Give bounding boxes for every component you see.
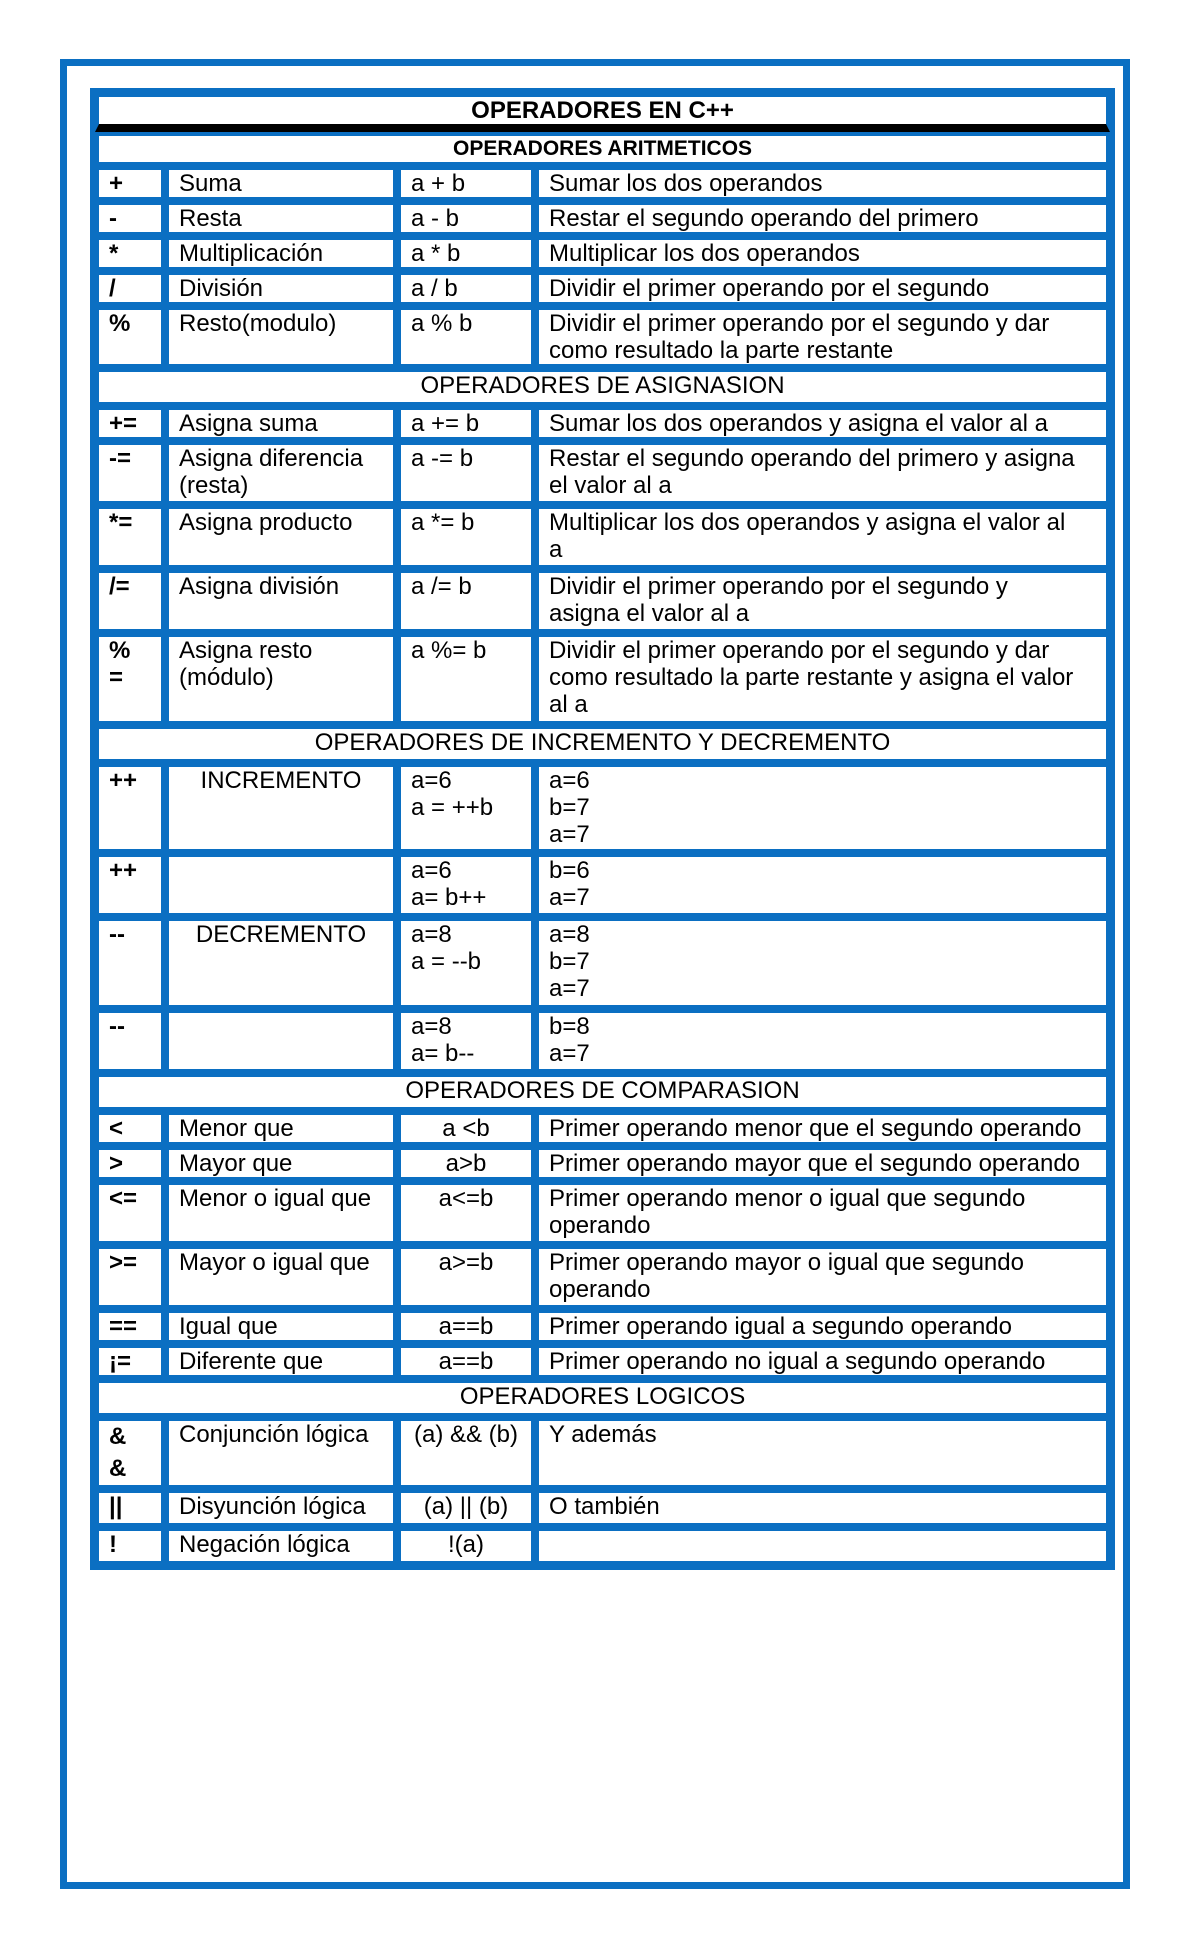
operator-description — [535, 1527, 1110, 1565]
operators-table — [90, 88, 1115, 1570]
operator-example: (a) && (b) — [397, 1417, 535, 1489]
operator-symbol: -- — [95, 1009, 165, 1073]
operator-symbol: -= — [95, 441, 165, 505]
table-row — [95, 1146, 1110, 1181]
operator-symbol: *= — [95, 505, 165, 569]
operator-description: Dividir el primer operando por el segundo y dar como resultado la parte restante — [535, 306, 1110, 368]
operator-description: Primer operando no igual a segundo operando — [535, 1344, 1110, 1379]
operator-example: a / b — [397, 271, 535, 306]
table-row — [95, 166, 1110, 201]
table-row — [95, 1181, 1110, 1245]
operator-name: Menor que — [165, 1111, 397, 1146]
title-row — [95, 93, 1110, 132]
operator-name — [165, 853, 397, 917]
operator-description: b=6 a=7 — [535, 853, 1110, 917]
operator-example: !(a) — [397, 1527, 535, 1565]
operator-name: DECREMENTO — [165, 917, 397, 1009]
operator-symbol: ++ — [95, 763, 165, 853]
operator-name — [165, 1009, 397, 1073]
operator-symbol: ¡= — [95, 1344, 165, 1379]
table-row — [95, 1527, 1110, 1565]
operator-name: Suma — [165, 166, 397, 201]
operator-description: Restar el segundo operando del primero y asigna el valor al a — [535, 441, 1110, 505]
table-row — [95, 1009, 1110, 1073]
operator-description: Primer operando menor que el segundo operando — [535, 1111, 1110, 1146]
operator-example: a=8 a= b-- — [397, 1009, 535, 1073]
operator-symbol: & & — [95, 1417, 165, 1489]
operator-symbol: % = — [95, 633, 165, 725]
operator-symbol: <= — [95, 1181, 165, 1245]
operator-description: Primer operando mayor que el segundo operando — [535, 1146, 1110, 1181]
section-heading-asignasion: OPERADORES DE ASIGNASION — [95, 368, 1110, 406]
operator-example: a %= b — [397, 633, 535, 725]
table-row — [95, 1344, 1110, 1379]
operator-example: (a) || (b) — [397, 1489, 535, 1527]
operator-description: Dividir el primer operando por el segundo — [535, 271, 1110, 306]
operator-name: Menor o igual que — [165, 1181, 397, 1245]
operator-name: Asigna suma — [165, 406, 397, 441]
operator-symbol: + — [95, 166, 165, 201]
operator-name: Asigna resto (módulo) — [165, 633, 397, 725]
operator-name: INCREMENTO — [165, 763, 397, 853]
operator-name: Igual que — [165, 1309, 397, 1344]
section-header-row — [95, 1379, 1110, 1417]
operator-symbol: ! — [95, 1527, 165, 1565]
operator-name: Asigna división — [165, 569, 397, 633]
operator-description: Dividir el primer operando por el segundo y asigna el valor al a — [535, 569, 1110, 633]
operator-symbol: += — [95, 406, 165, 441]
section-header-row — [95, 132, 1110, 166]
operator-name: Mayor que — [165, 1146, 397, 1181]
operator-name: Resta — [165, 201, 397, 236]
table-row — [95, 633, 1110, 725]
section-header-row — [95, 1073, 1110, 1111]
operator-name: Disyunción lógica — [165, 1489, 397, 1527]
operator-description: Dividir el primer operando por el segundo y dar como resultado la parte restante y asigna el valor al a — [535, 633, 1110, 725]
section-heading-logicos: OPERADORES LOGICOS — [95, 1379, 1110, 1417]
table-row — [95, 1111, 1110, 1146]
operator-description: a=8 b=7 a=7 — [535, 917, 1110, 1009]
operator-name: Multiplicación — [165, 236, 397, 271]
section-header-row — [95, 725, 1110, 763]
operator-symbol: % — [95, 306, 165, 368]
operator-example: a % b — [397, 306, 535, 368]
operator-symbol: < — [95, 1111, 165, 1146]
table-row — [95, 569, 1110, 633]
operator-description: Multiplicar los dos operandos — [535, 236, 1110, 271]
operator-example: a>=b — [397, 1245, 535, 1309]
operator-example: a=6 a = ++b — [397, 763, 535, 853]
operator-example: a /= b — [397, 569, 535, 633]
operator-symbol: == — [95, 1309, 165, 1344]
table-row — [95, 1245, 1110, 1309]
operator-example: a -= b — [397, 441, 535, 505]
section-heading-aritmeticos: OPERADORES ARITMETICOS — [95, 132, 1110, 166]
table-row — [95, 406, 1110, 441]
table-title: OPERADORES EN C++ — [95, 93, 1110, 132]
table-row — [95, 917, 1110, 1009]
table-row — [95, 1489, 1110, 1527]
operator-description: Primer operando mayor o igual que segundo operando — [535, 1245, 1110, 1309]
operator-description: b=8 a=7 — [535, 1009, 1110, 1073]
operator-example: a==b — [397, 1309, 535, 1344]
operator-name: Asigna diferencia (resta) — [165, 441, 397, 505]
operator-description: a=6 b=7 a=7 — [535, 763, 1110, 853]
operator-name: Asigna producto — [165, 505, 397, 569]
operator-example: a + b — [397, 166, 535, 201]
operator-example: a * b — [397, 236, 535, 271]
table-row — [95, 306, 1110, 368]
operator-symbol: || — [95, 1489, 165, 1527]
operator-description: Y además — [535, 1417, 1110, 1489]
operator-name: Conjunción lógica — [165, 1417, 397, 1489]
table-row — [95, 201, 1110, 236]
operator-example: a *= b — [397, 505, 535, 569]
operator-symbol: > — [95, 1146, 165, 1181]
table-row — [95, 271, 1110, 306]
section-heading-comparasion: OPERADORES DE COMPARASION — [95, 1073, 1110, 1111]
operator-name: Mayor o igual que — [165, 1245, 397, 1309]
section-heading-incremento: OPERADORES DE INCREMENTO Y DECREMENTO — [95, 725, 1110, 763]
operator-example: a - b — [397, 201, 535, 236]
operator-description: Primer operando menor o igual que segundo operando — [535, 1181, 1110, 1245]
operator-symbol: -- — [95, 917, 165, 1009]
table-row — [95, 441, 1110, 505]
operator-name: Diferente que — [165, 1344, 397, 1379]
table-row — [95, 236, 1110, 271]
operator-description: Primer operando igual a segundo operando — [535, 1309, 1110, 1344]
table-row — [95, 853, 1110, 917]
operator-symbol: ++ — [95, 853, 165, 917]
operator-symbol: /= — [95, 569, 165, 633]
table-row — [95, 1417, 1110, 1489]
operator-description: Sumar los dos operandos — [535, 166, 1110, 201]
operator-example: a==b — [397, 1344, 535, 1379]
operator-description: Sumar los dos operandos y asigna el valor al a — [535, 406, 1110, 441]
operator-example: a<=b — [397, 1181, 535, 1245]
operator-name: Negación lógica — [165, 1527, 397, 1565]
operator-description: O también — [535, 1489, 1110, 1527]
section-header-row — [95, 368, 1110, 406]
operator-example: a>b — [397, 1146, 535, 1181]
table-row — [95, 505, 1110, 569]
operator-example: a=6 a= b++ — [397, 853, 535, 917]
operator-description: Multiplicar los dos operandos y asigna el valor al a — [535, 505, 1110, 569]
operator-example: a <b — [397, 1111, 535, 1146]
table-row — [95, 763, 1110, 853]
operator-description: Restar el segundo operando del primero — [535, 201, 1110, 236]
operator-example: a=8 a = --b — [397, 917, 535, 1009]
operator-symbol: - — [95, 201, 165, 236]
operator-example: a += b — [397, 406, 535, 441]
operator-name: División — [165, 271, 397, 306]
operator-symbol: >= — [95, 1245, 165, 1309]
table-row — [95, 1309, 1110, 1344]
operator-name: Resto(modulo) — [165, 306, 397, 368]
operator-symbol: / — [95, 271, 165, 306]
operator-symbol: * — [95, 236, 165, 271]
